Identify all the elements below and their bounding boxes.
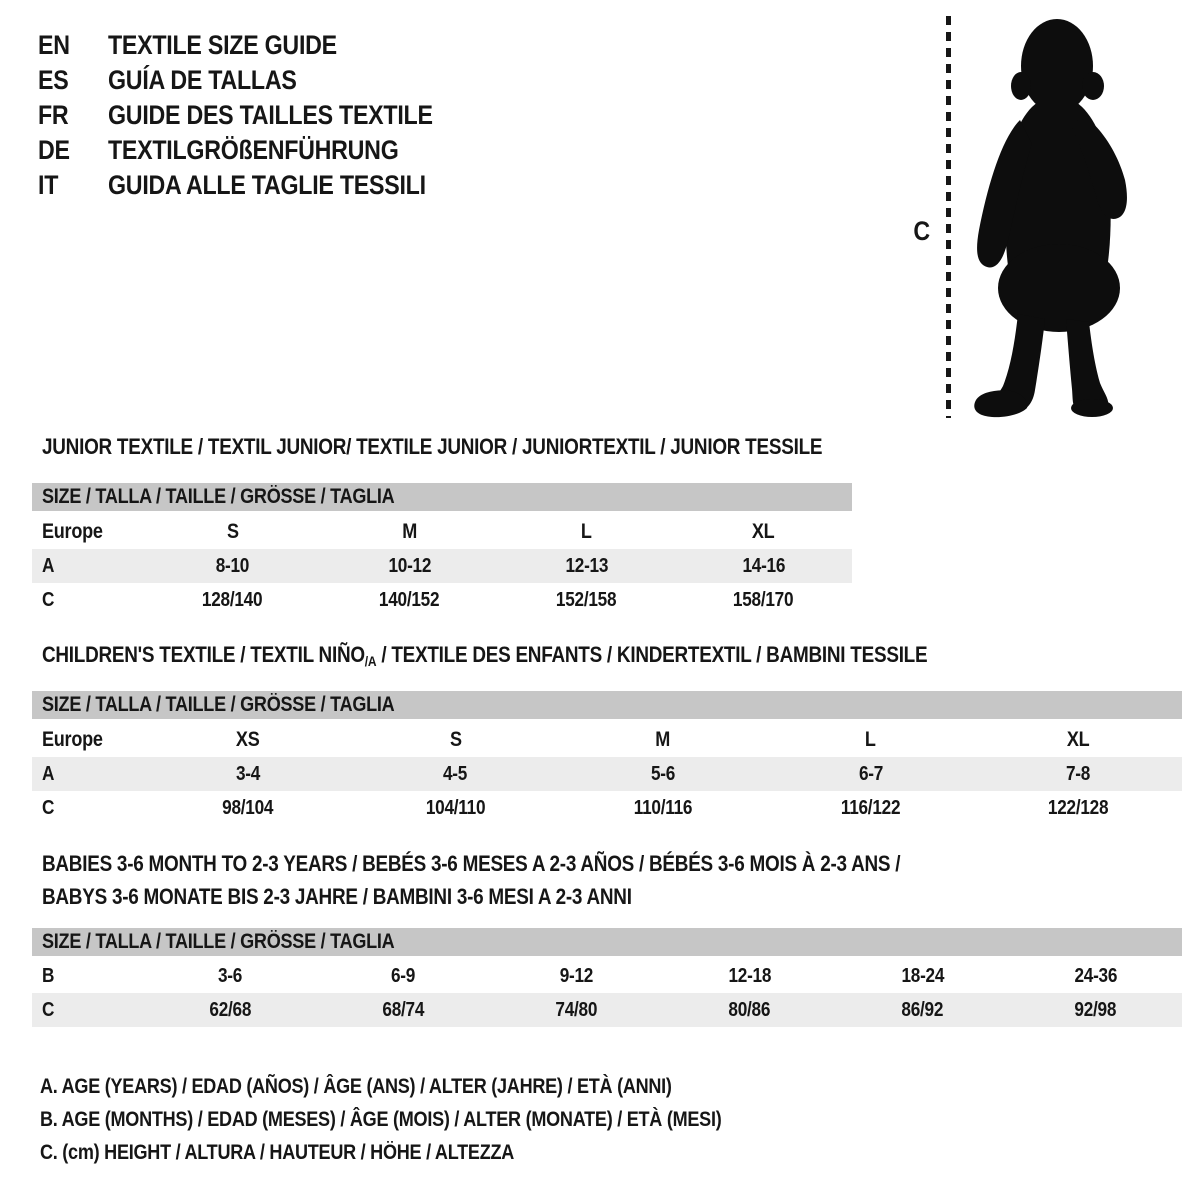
value-cell: 62/68 (144, 993, 317, 1027)
value-cell: 10-12 (321, 549, 498, 583)
size-cell: XS (235, 727, 260, 751)
children-size-table (32, 691, 1182, 825)
size-cell: S (226, 519, 239, 543)
value-cell: 152/158 (556, 588, 617, 611)
size-cell: M (402, 519, 417, 543)
children-section-title: CHILDREN'S TEXTILE / TEXTIL $NIÑO_{/A}$ / TEXTILE DES ENFANTS / KINDERTEXTIL / BAMBINI TESSILE (42, 642, 928, 669)
lang-title: GUIDE DES TAILLES TEXTILE (108, 100, 433, 130)
size-cell: S (449, 727, 462, 751)
babies-months-row (32, 958, 1182, 994)
value-cell: 14-16 (675, 549, 852, 583)
lang-row-es (38, 63, 486, 98)
lang-title: TEXTILGRÖßENFÜHRUNG (108, 135, 399, 165)
junior-sizes-row (32, 513, 852, 550)
value-cell: 6-9 (391, 964, 416, 987)
babies-height-row (32, 993, 1182, 1027)
lang-code: EN (38, 30, 70, 60)
lang-title: TEXTILE SIZE GUIDE (108, 30, 337, 60)
value-cell: 92/98 (1009, 993, 1182, 1027)
size-cell: L (865, 727, 876, 751)
value-cell: 116/122 (840, 796, 901, 819)
lang-title: GUÍA DE TALLAS (108, 65, 297, 95)
value-cell: 158/170 (733, 588, 794, 611)
value-cell: 24-36 (1074, 964, 1117, 987)
value-cell: 110/116 (633, 796, 693, 819)
babies-size-table (32, 928, 1182, 1027)
lang-code: DE (38, 135, 70, 165)
children-sizes-row (32, 721, 1182, 758)
value-cell: 4-5 (352, 757, 560, 791)
value-cell: 74/80 (490, 993, 663, 1027)
babies-section-title-line2: BABYS 3-6 MONATE BIS 2-3 JAHRE / BAMBINI 3-6 MESI A 2-3 ANNI (42, 884, 632, 909)
row-label-cell: A (32, 757, 144, 791)
lang-row-de (38, 133, 486, 168)
nino-a-subscript: /A (364, 653, 377, 669)
row-label-cell: C (42, 588, 55, 611)
junior-age-row (32, 549, 852, 583)
size-header-row: SIZE / TALLA / TAILLE / GRÖSSE / TAGLIA (32, 691, 1182, 721)
value-cell: 104/110 (425, 796, 486, 819)
size-cell: M (655, 727, 671, 751)
legend-line-b: B. AGE (MONTHS) / EDAD (MESES) / ÂGE (MOIS) / ALTER (MONATE) / ETÀ (MESI) (40, 1107, 722, 1131)
value-cell: 3-6 (218, 964, 243, 987)
region-label-cell: Europe (42, 519, 103, 543)
value-cell: 3-4 (144, 757, 352, 791)
junior-section-title: JUNIOR TEXTILE / TEXTIL JUNIOR/ TEXTILE JUNIOR / JUNIORTEXTIL / JUNIOR TESSILE (42, 434, 823, 459)
lang-code: FR (38, 100, 69, 130)
value-cell: 68/74 (317, 993, 490, 1027)
size-header-row: SIZE / TALLA / TAILLE / GRÖSSE / TAGLIA (32, 483, 852, 513)
junior-size-table (32, 483, 852, 617)
measure-legend (40, 1070, 832, 1169)
lang-row-it (38, 168, 486, 203)
toddler-silhouette (968, 16, 1136, 418)
value-cell: 140/152 (379, 588, 440, 611)
height-measure-label: C (913, 216, 930, 246)
legend-line-c: C. (cm) HEIGHT / ALTURA / HAUTEUR / HÖHE / ALTEZZA (40, 1140, 515, 1164)
value-cell: 122/128 (1047, 796, 1109, 819)
value-cell: 18-24 (901, 964, 944, 987)
value-cell: 12-18 (728, 964, 771, 987)
value-cell: 9-12 (559, 964, 594, 987)
size-cell: L (581, 519, 592, 543)
children-age-row (32, 757, 1182, 791)
value-cell: 86/92 (836, 993, 1009, 1027)
babies-section-title-line1: BABIES 3-6 MONTH TO 2-3 YEARS / BEBÉS 3-6 MESES A 2-3 AÑOS / BÉBÉS 3-6 MOIS À 2-3 ANS / (42, 851, 901, 876)
junior-height-row (32, 583, 852, 617)
size-cell: XL (752, 519, 775, 543)
children-height-row (32, 791, 1182, 825)
row-label-cell: B (42, 964, 55, 987)
value-cell: 12-13 (498, 549, 675, 583)
value-cell: 8-10 (144, 549, 321, 583)
value-cell: 7-8 (974, 757, 1182, 791)
size-header-row: SIZE / TALLA / TAILLE / GRÖSSE / TAGLIA (32, 928, 1182, 958)
value-cell: 6-7 (767, 757, 975, 791)
region-label-cell: Europe (42, 727, 103, 751)
height-measure-dashed-line (946, 16, 951, 418)
language-title-list (38, 28, 486, 203)
value-cell: 128/140 (202, 588, 263, 611)
lang-title: GUIDA ALLE TAGLIE TESSILI (108, 170, 426, 200)
size-cell: XL (1066, 727, 1090, 751)
row-label-cell: C (32, 993, 144, 1027)
legend-line-a: A. AGE (YEARS) / EDAD (AÑOS) / ÂGE (ANS) / ALTER (JAHRE) / ETÀ (ANNI) (40, 1074, 672, 1098)
value-cell: 80/86 (663, 993, 836, 1027)
lang-code: IT (38, 170, 59, 200)
row-label-cell: C (42, 796, 55, 819)
value-cell: 98/104 (222, 796, 274, 819)
lang-row-en (38, 28, 486, 63)
value-cell: 5-6 (559, 757, 767, 791)
lang-row-fr (38, 98, 486, 133)
row-label-cell: A (32, 549, 144, 583)
lang-code: ES (38, 65, 69, 95)
